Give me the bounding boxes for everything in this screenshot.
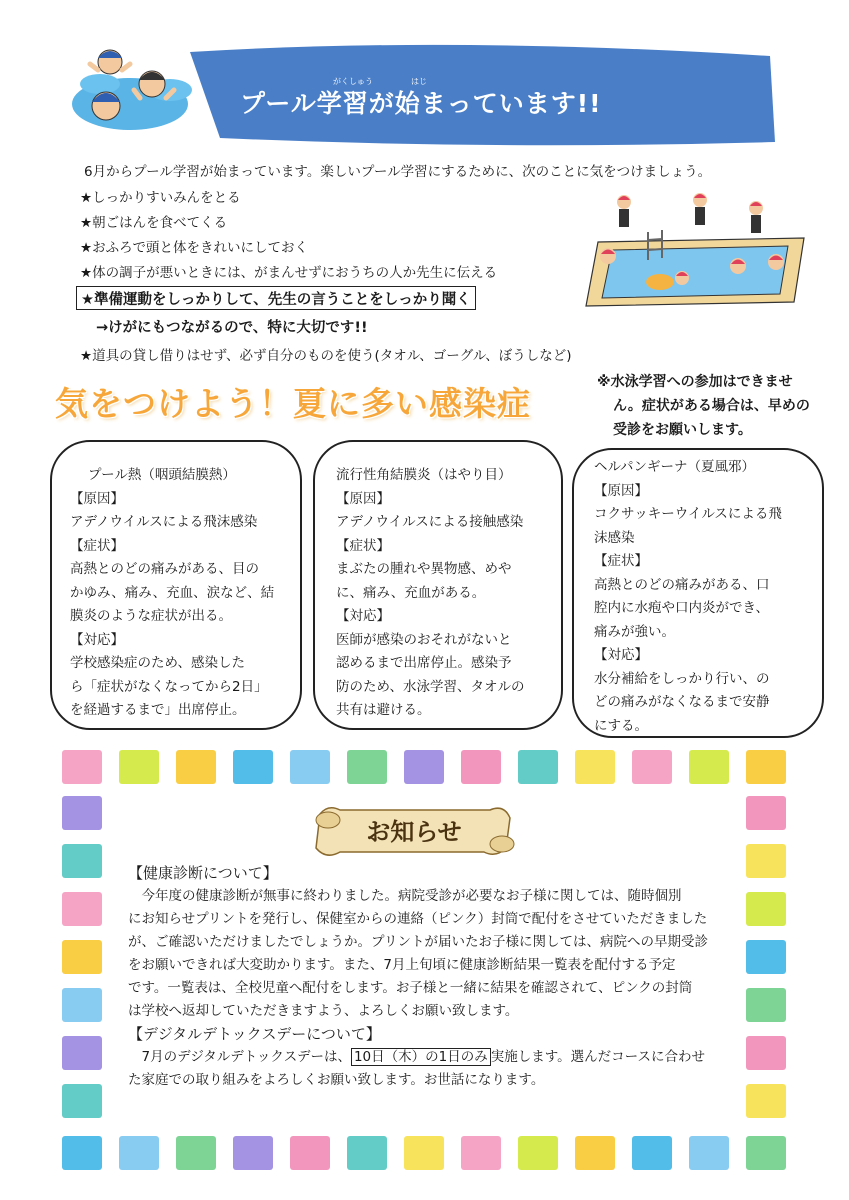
card-line: 認めるまで出席停止。感染予 <box>336 655 512 671</box>
frame-square <box>347 750 387 784</box>
detox-line: た家庭での取り組みをよろしくお願い致します。お世話になります。 <box>128 1072 545 1088</box>
frame-square <box>689 750 729 784</box>
card-line: 【対応】 <box>594 647 648 663</box>
frame-square <box>518 750 558 784</box>
pool-illustration <box>578 190 814 320</box>
detox-title: 【デジタルデトックスデーについて】 <box>128 1025 381 1043</box>
card-line: 学校感染症のため、感染した <box>70 655 245 671</box>
detox-line <box>128 1046 728 1069</box>
infection-heading: 気をつけよう！夏に多い感染症 <box>55 384 531 423</box>
card-line: 【原因】 <box>336 490 390 507</box>
card-line: 【原因】 <box>594 482 648 499</box>
frame-square <box>632 750 672 784</box>
intro-text: 6月からプール学習が始まっています。楽しいプール学習にするために、次のことに気をつけましょう。 <box>84 164 712 180</box>
frame-square <box>461 1136 501 1170</box>
frame-square <box>119 1136 159 1170</box>
card-line: 【症状】 <box>336 537 390 554</box>
card-line: を経過するまで」出席停止。 <box>70 702 246 718</box>
disease-card-body <box>70 464 274 723</box>
health-line: にお知らせプリントを発行し、保健室からの連絡（ピンク）封筒で配付をさせていただきました <box>128 911 708 927</box>
frame-square <box>746 940 786 974</box>
card-line: 【症状】 <box>70 537 124 554</box>
card-line: 高熱とのどの痛みがある、目の <box>70 561 259 577</box>
card-line: 【原因】 <box>70 490 124 507</box>
frame-square <box>62 796 102 830</box>
card-line: どの痛みがなくなるまで安静 <box>594 694 770 710</box>
frame-square <box>461 750 501 784</box>
frame-square <box>632 1136 672 1170</box>
card-line: に、痛み、充血がある。 <box>336 584 486 601</box>
page-title: プール学習が始まっています!! <box>240 89 602 118</box>
frame-square <box>746 988 786 1022</box>
detox-post: 実施します。選んだコースに合わせ <box>490 1049 705 1065</box>
frame-square <box>119 750 159 784</box>
checklist-item: ★朝ごはんを食べてくる <box>80 215 228 231</box>
card-line: 医師が感染のおそれがないと <box>336 631 512 648</box>
card-line: 高熱とのどの痛みがある、口 <box>594 576 770 593</box>
card-line: 腔内に水疱や口内炎ができ、 <box>594 600 769 616</box>
health-line: 今年度の健康診断が無事に終わりました。病院受診が必要なお子様に関しては、随時個別 <box>128 888 682 904</box>
notice-body <box>128 862 728 1092</box>
card-line: アデノウイルスによる接触感染 <box>336 514 524 530</box>
frame-square <box>689 1136 729 1170</box>
detox-pre: 7月のデジタルデトックスデーは、 <box>128 1049 351 1065</box>
disease-card-body <box>594 456 782 738</box>
card-line: かゆみ、痛み、充血、涙など、結 <box>70 584 275 601</box>
frame-square <box>746 750 786 784</box>
health-line: は学校へ返却していただきますよう、よろしくお願い致します。 <box>128 1003 519 1019</box>
frame-square <box>62 750 102 784</box>
health-title: 【健康診断について】 <box>128 864 278 882</box>
frame-square <box>62 1036 102 1070</box>
health-line: をお願いできれば大変助かります。また、7月上旬頃に健康診断結果一覧表を配付する予定 <box>128 957 676 973</box>
card-line: コクサッキーウイルスによる飛 <box>594 506 782 522</box>
swim-note-line: ※水泳学習への参加はできませ <box>597 374 793 390</box>
frame-square <box>347 1136 387 1170</box>
card-line: 【症状】 <box>594 553 648 569</box>
notice-banner-text: お知らせ <box>366 818 462 846</box>
card-line: 【対応】 <box>70 631 124 648</box>
health-line: です。一覧表は、全校児童へ配付をします。お子様と一緒に結果を確認されて、ピンクの封筒 <box>128 980 693 996</box>
frame-square <box>290 750 330 784</box>
frame-square <box>746 796 786 830</box>
frame-square <box>746 1084 786 1118</box>
card-line: 沫感染 <box>594 529 635 546</box>
frame-square <box>62 1136 102 1170</box>
frame-square <box>233 1136 273 1170</box>
frame-square <box>62 1084 102 1118</box>
frame-square <box>176 1136 216 1170</box>
card-line: 【対応】 <box>336 608 390 624</box>
frame-square <box>746 844 786 878</box>
checklist-item: ★道具の貸し借りはせず、必ず自分のものを使う(タオル、ゴーグル、ぼうしなど) <box>80 348 572 364</box>
card-line: 水分補給をしっかり行い、の <box>594 670 770 687</box>
checklist-item-highlight: ★準備運動をしっかりして、先生の言うことをしっかり聞く <box>76 286 476 310</box>
important-note: →けがにもつながるので、特に大切です!! <box>96 320 368 336</box>
frame-square <box>176 750 216 784</box>
card-line: まぶたの腫れや異物感、めや <box>336 561 512 577</box>
frame-square <box>233 750 273 784</box>
frame-square <box>62 892 102 926</box>
frame-square <box>290 1136 330 1170</box>
frame-square <box>746 1136 786 1170</box>
frame-square <box>575 750 615 784</box>
frame-square <box>575 1136 615 1170</box>
ruby-gakushu: がくしゅう <box>333 77 373 86</box>
card-line: 膜炎のような症状が出る。 <box>70 608 232 624</box>
swim-note <box>597 370 837 442</box>
card-title: プール熱（咽頭結膜熱） <box>88 467 236 483</box>
detox-date: 10日（木）の1日のみ <box>351 1048 491 1066</box>
checklist-item: ★しっかりすいみんをとる <box>80 190 241 206</box>
card-line: ら「症状がなくなってから2日」 <box>70 678 268 695</box>
frame-square <box>62 940 102 974</box>
frame-square <box>746 1036 786 1070</box>
health-line: が、ご確認いただけましたでしょうか。プリントが届いたお子様に関しては、病院への早期受診 <box>128 934 708 950</box>
frame-square <box>62 988 102 1022</box>
card-line: アデノウイルスによる飛沫感染 <box>70 514 258 530</box>
checklist-item: ★おふろで頭と体をきれいにしておく <box>80 240 308 256</box>
card-title: 流行性角結膜炎（はやり目） <box>336 467 512 483</box>
card-line: 共有は避ける。 <box>336 702 431 718</box>
card-line: 防のため、水泳学習、タオルの <box>336 678 525 695</box>
swim-note-line: 受診をお願いします。 <box>613 422 752 438</box>
frame-square <box>518 1136 558 1170</box>
frame-square <box>404 1136 444 1170</box>
card-line: 痛みが強い。 <box>594 623 675 640</box>
frame-square <box>404 750 444 784</box>
ruby-hajime: はじ <box>411 77 427 86</box>
frame-square <box>62 844 102 878</box>
checklist-item: ★体の調子が悪いときには、がまんせずにおうちの人か先生に伝える <box>80 265 498 281</box>
frame-square <box>746 892 786 926</box>
card-line: にする。 <box>594 717 648 734</box>
swim-note-line: ん。症状がある場合は、早めの <box>613 398 810 414</box>
disease-card-body <box>336 464 524 723</box>
card-title: ヘルパンギーナ（夏風邪） <box>594 459 756 475</box>
